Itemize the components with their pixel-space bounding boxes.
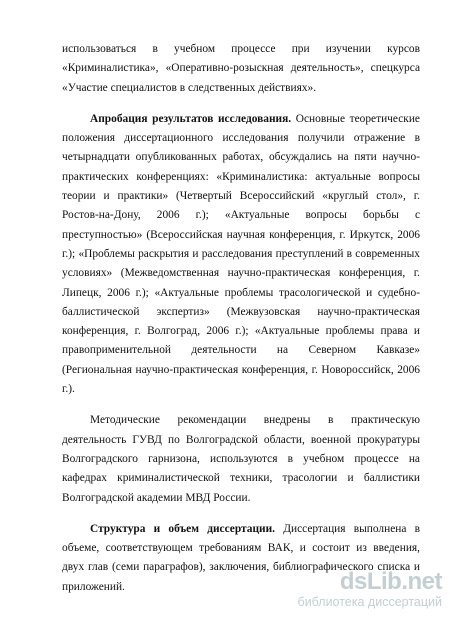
paragraph-approbation <box>62 110 420 399</box>
paragraph-text: Методические рекомендации внедрены в практическую деятельность ГУВД по Волгоградской области, военной прокуратуры Волгоградского гарнизона, используются в учебном процессе на кафедрах криминалистической техники, трасологии и баллистики Волгоградской академии МВД России. <box>62 414 420 504</box>
paragraph-text: использоваться в учебном процессе при изучении курсов «Криминалистика», «Оперативно-розыскная деятельность», спецкурса «Участие специалистов в следственных действиях». <box>62 43 420 94</box>
paragraph-heading: Структура и объем диссертации. <box>90 522 275 535</box>
watermark-tagline: библиотека диссертаций <box>297 595 442 609</box>
paragraph-intro-continuation <box>62 40 420 98</box>
watermark <box>272 570 442 609</box>
paragraph-text: Диссертация выполнена в объеме, соответствующем требованиям ВАК, и состоит из введения, двух глав (семи параграфов), заключения, библиографического списка и приложений. <box>62 522 420 593</box>
paragraph-text: Основные теоретические положения диссертационного исследования получили отражение в четырнадцати опубликованных работах, обсуждались на пяти научно-практических конференциях: «Криминалистика: актуальные вопросы теории и практики» (Четвертый Всероссийский «круглый стол», г. Ростов-на-Дону, 2006 г.); «Актуальные вопросы борьбы с преступностью» (Всероссийская научная конференция, г. Иркутск, 2006 г.); «Проблемы раскрытия и расследования преступлений в современных условиях» (Межведомственная научно-практическая конференция, г. Липецк, 2006 г.); «Актуальные проблемы трасологической и судебно-баллистической экспертиз» (Межвузовская научно-практическая конференция, г. Волгоград, 2006 г.); «Актуальные проблемы права и правоприменительной деятельности на Северном Кавказе» (Региональная научно-практическая конференция, г. Новороссийск, 2006 г.). <box>62 112 420 396</box>
paragraph-heading: Апробация результатов исследования. <box>90 112 292 125</box>
body-text <box>62 40 420 597</box>
paragraph-recommendations <box>62 411 420 507</box>
watermark-logo: dsLib.net <box>339 568 442 595</box>
